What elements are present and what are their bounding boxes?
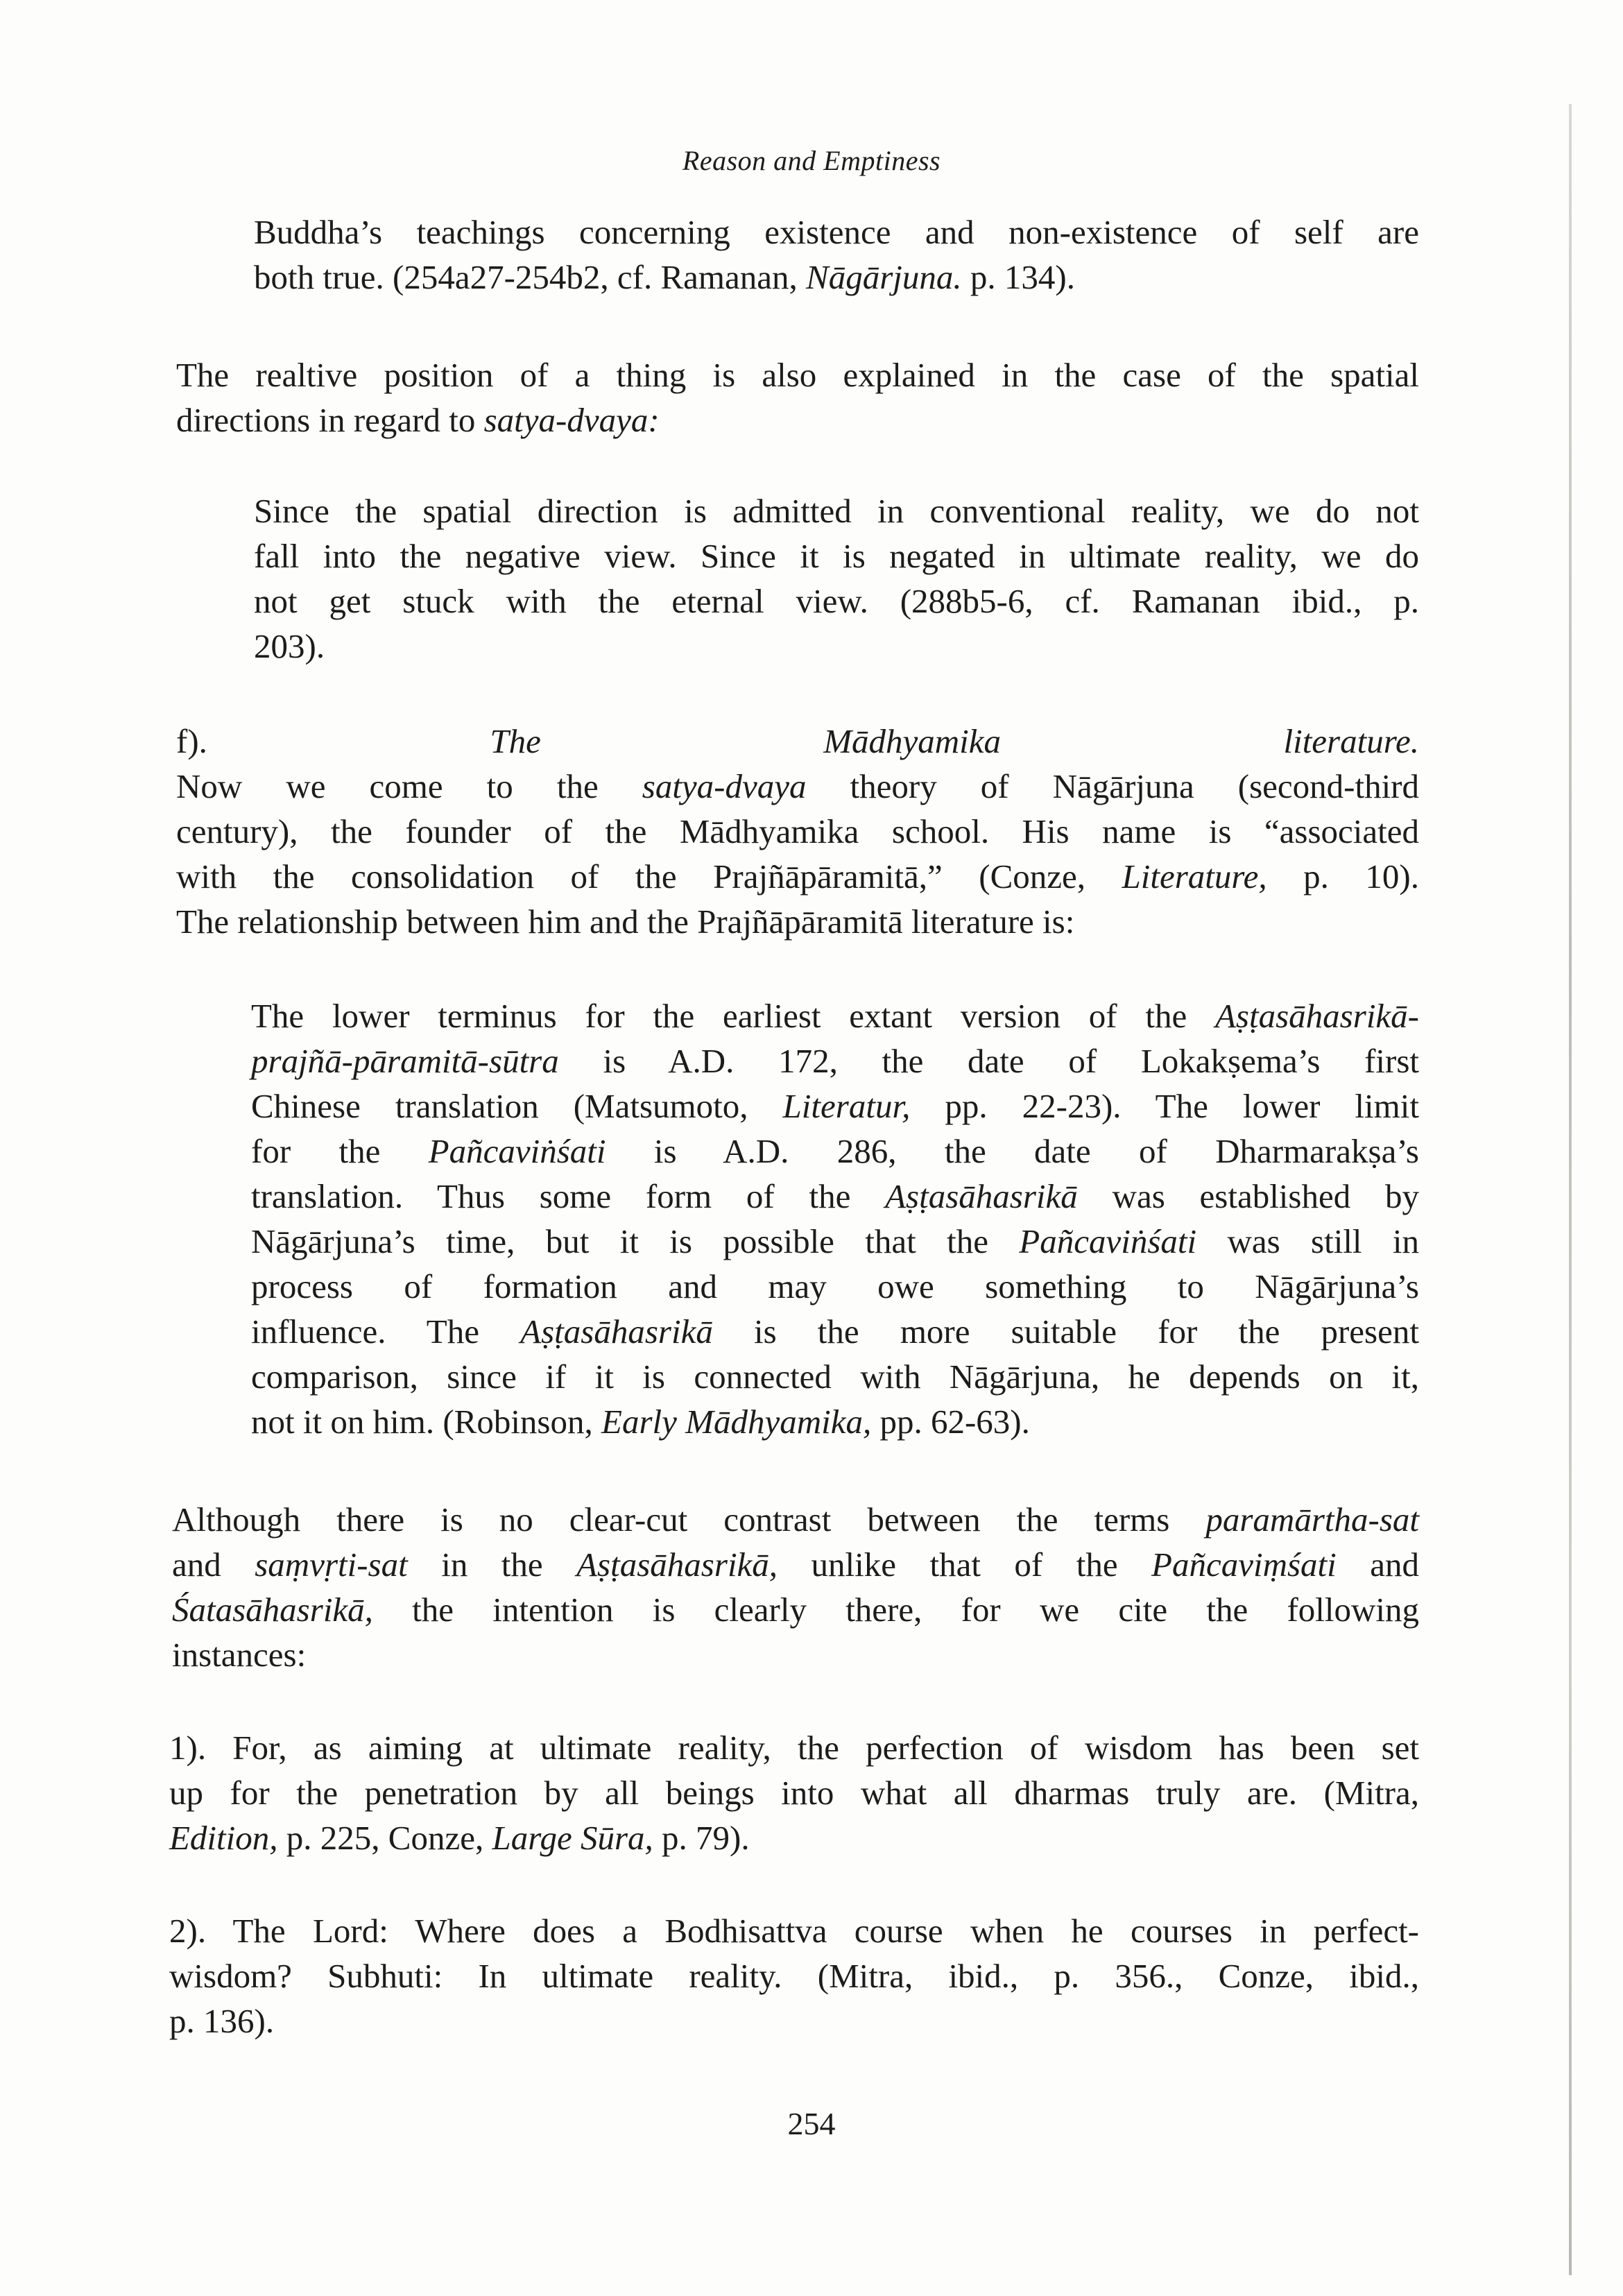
quote-spatial-direction xyxy=(254,488,1419,669)
text-line: process of formation and may owe something to Nāgārjuna’s xyxy=(251,1267,1419,1305)
text-line: century), the founder of the Mādhyamika school. His name is “associated xyxy=(176,812,1419,850)
text-line: Buddha’s teachings concerning existence and non-existence of self are xyxy=(254,213,1419,251)
text-line: 1). For, as aiming at ultimate reality, the perfection of wisdom has been set xyxy=(169,1729,1419,1767)
text-line: up for the penetration by all beings into what all dharmas truly are. (Mitra, xyxy=(169,1774,1419,1812)
text-line: not get stuck with the eternal view. (288b5-6, cf. Ramanan ibid., p. xyxy=(254,582,1419,620)
text-line: comparison, since if it is connected with Nāgārjuna, he depends on it, xyxy=(251,1357,1419,1396)
running-head: Reason and Emptiness xyxy=(682,145,941,176)
text-line: 2). The Lord: Where does a Bodhisattva course when he courses in perfect- xyxy=(169,1912,1419,1950)
text-line: fall into the negative view. Since it is negated in ultimate reality, we do xyxy=(254,537,1419,575)
text-line: The realtive position of a thing is also explained in the case of the spatial xyxy=(176,356,1419,394)
text-line: not it on him. (Robinson, Early Mādhyamika, pp. 62-63). xyxy=(251,1403,1030,1441)
paragraph-spatial-directions xyxy=(176,352,1419,443)
text-line: both true. (254a27-254b2, cf. Ramanan, Nāgārjuna. p. 134). xyxy=(254,258,1075,296)
text-line: wisdom? Subhuti: In ultimate reality. (Mitra, ibid., p. 356., Conze, ibid., xyxy=(169,1957,1419,1995)
text-line: p. 136). xyxy=(169,2002,275,2040)
text-line: with the consolidation of the Prajñāpāramitā,” (Conze, Literature, p. 10). xyxy=(176,857,1419,896)
list-item-2 xyxy=(169,1908,1419,2044)
text-line: for the Pañcaviṅśati is A.D. 286, the date of Dharmarakṣa’s xyxy=(251,1132,1419,1170)
list-item-1 xyxy=(169,1725,1419,1860)
text-line: directions in regard to satya-dvaya: xyxy=(176,401,660,439)
text-line: f). The Mādhyamika literature. xyxy=(176,722,1419,760)
text-line: Since the spatial direction is admitted in conventional reality, we do not xyxy=(254,492,1419,530)
text-line: Edition, p. 225, Conze, Large Sūra, p. 79). xyxy=(169,1819,750,1857)
text-line: instances: xyxy=(172,1636,307,1674)
text-line: translation. Thus some form of the Aṣṭasāhasrikā was established by xyxy=(251,1177,1419,1215)
quote-teachings xyxy=(254,209,1419,300)
page-edge-shadow xyxy=(1569,104,1572,2275)
quote-lower-terminus xyxy=(251,993,1419,1444)
text-line: and saṃvṛti-sat in the Aṣṭasāhasrikā, unlike that of the Pañcaviṃśati and xyxy=(172,1545,1420,1584)
text-line: Nāgārjuna’s time, but it is possible that the Pañcaviṅśati was still in xyxy=(251,1222,1420,1260)
text-line: influence. The Aṣṭasāhasrikā is the more suitable for the present xyxy=(251,1312,1419,1351)
text-line: 203). xyxy=(254,627,325,665)
section-madhyamika-literature xyxy=(176,719,1419,944)
text-line: The relationship between him and the Prajñāpāramitā literature is: xyxy=(176,902,1075,941)
text-line: The lower terminus for the earliest extant version of the Aṣṭasāhasrikā- xyxy=(251,997,1419,1035)
text-line: prajñā-pāramitā-sūtra is A.D. 172, the date of Lokakṣema’s first xyxy=(251,1042,1419,1080)
text-line: Śatasāhasrikā, the intention is clearly there, for we cite the following xyxy=(172,1591,1419,1629)
paragraph-paramartha-sat xyxy=(172,1497,1419,1677)
text-line: Now we come to the satya-dvaya theory of Nāgārjuna (second-third xyxy=(176,767,1420,805)
page-number: 254 xyxy=(787,2106,836,2141)
text-line: Although there is no clear-cut contrast between the terms paramārtha-sat xyxy=(172,1500,1419,1539)
text-line: Chinese translation (Matsumoto, Literatur, pp. 22-23). The lower limit xyxy=(251,1087,1419,1125)
